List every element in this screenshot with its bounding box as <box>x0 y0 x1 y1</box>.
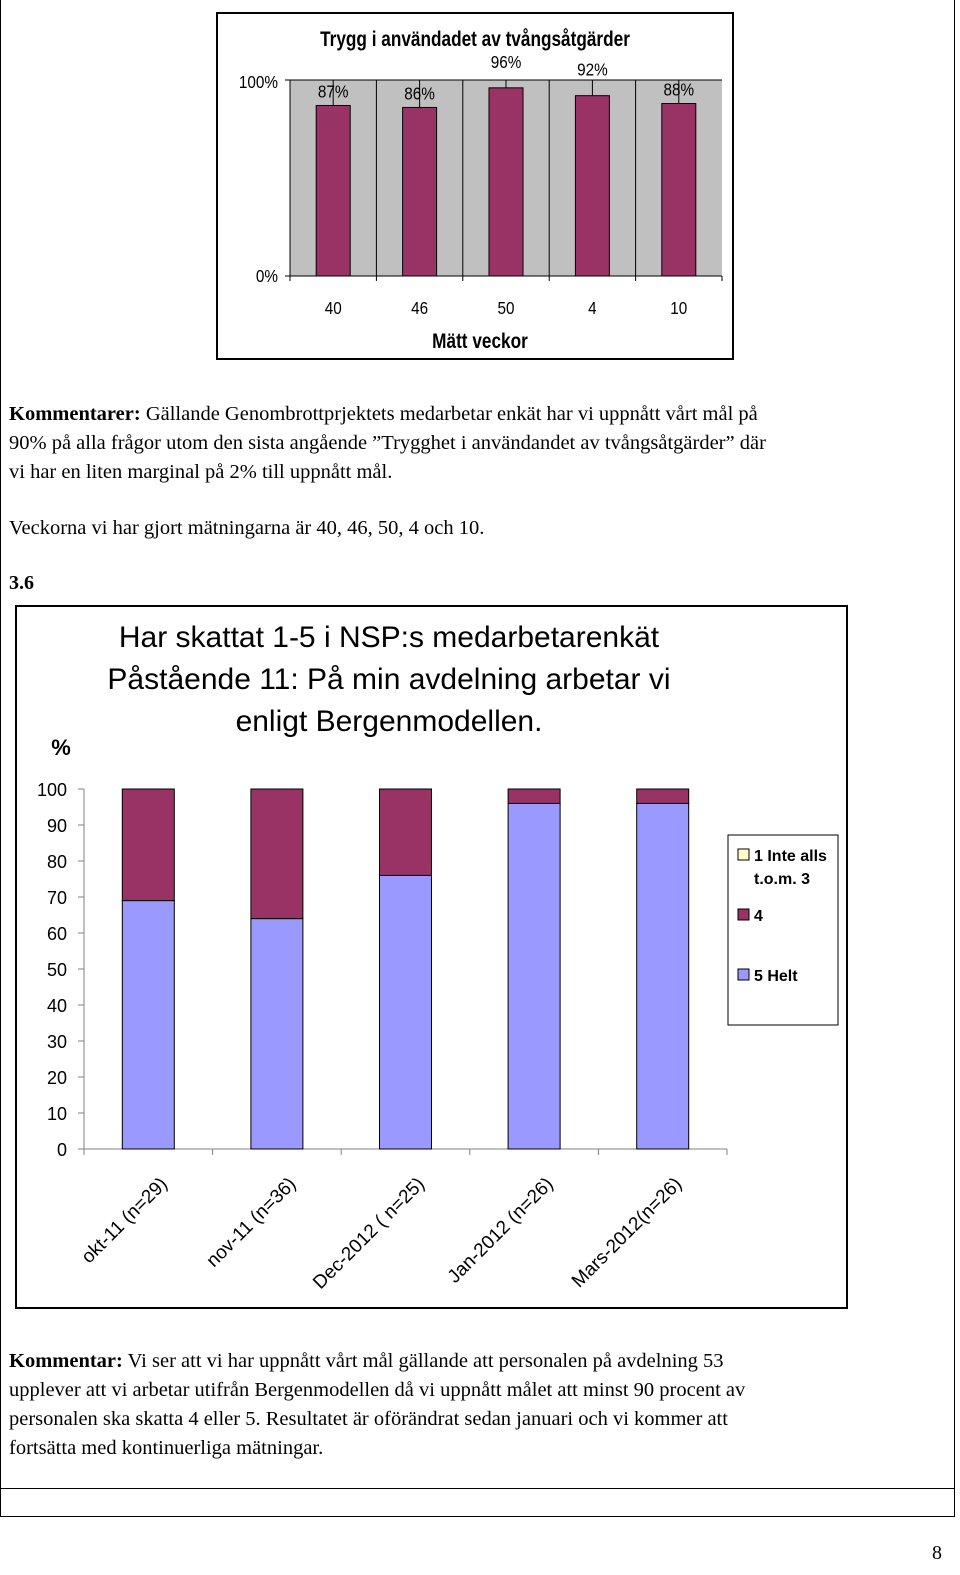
chart-2-bar-segment <box>122 901 174 1149</box>
chart-1-title: Trygg i användadet av tvångsåtgärder <box>320 28 630 52</box>
chart-2-y-tick-label: 100 <box>36 780 67 800</box>
chart-2-legend-label: t.o.m. 3 <box>754 871 811 888</box>
chart-1-x-tick-label: 46 <box>411 297 429 319</box>
chart-1-ytick-bottom: 0% <box>255 265 278 287</box>
chart-1-bar <box>489 88 523 276</box>
chart-2-legend-label: 4 <box>754 908 763 925</box>
page-frame-bottom <box>0 1488 955 1517</box>
chart-1-frame <box>216 12 734 360</box>
chart-1-bar <box>403 107 437 276</box>
chart-2-bar-segment <box>637 789 689 803</box>
chart-2-y-tick-label: 70 <box>46 888 67 908</box>
comment-1-line-1: Gällande Genombrottprjektets medarbetar enkät har vi uppnått vårt mål på <box>140 403 758 425</box>
chart-2-legend-swatch <box>738 969 749 980</box>
chart-1-bar <box>575 96 609 276</box>
chart-1-x-tick-label: 4 <box>588 297 597 319</box>
comment-1 <box>9 400 766 487</box>
chart-1-data-label: 96% <box>490 51 522 73</box>
chart-2-y-tick-label: 10 <box>46 1104 67 1124</box>
chart-2-y-tick-label: 60 <box>46 924 67 944</box>
chart-1-data-label: 87% <box>317 81 349 102</box>
chart-2-bar-segment <box>508 803 560 1149</box>
chart-2-legend-label: 1 Inte alls <box>754 848 827 865</box>
chart-2-title-line-3: enligt Bergenmodellen. <box>235 705 543 738</box>
chart-1-x-tick-label: 10 <box>670 297 688 319</box>
comment-2-line-4: fortsätta med kontinuerliga mätningar. <box>9 1437 324 1459</box>
chart-2-x-tick-label: Jan-2012 (n=26) <box>443 1173 558 1288</box>
chart-2-y-tick-label: 80 <box>46 852 67 872</box>
chart-2-ylabel: % <box>51 735 71 760</box>
chart-2-x-tick-label: Dec-2012 ( n=25) <box>309 1173 430 1294</box>
chart-2-bar-segment <box>251 919 303 1149</box>
chart-1-ytick-top: 100% <box>238 71 278 93</box>
comment-1-label: Kommentarer: <box>9 403 141 425</box>
chart-1-x-tick-label: 40 <box>324 297 342 319</box>
chart-1-bar <box>316 105 350 276</box>
comment-2-line-3: personalen ska skatta 4 eller 5. Resultatet är oförändrat sedan januari och vi kommer att <box>9 1408 728 1430</box>
weeks-text: Veckorna vi har gjort mätningarna är 40, 46, 50, 4 och 10. <box>9 517 485 539</box>
chart-2-legend-label: 5 Helt <box>754 968 798 985</box>
chart-1-data-label: 86% <box>404 83 435 104</box>
chart-2-y-tick-label: 0 <box>56 1140 67 1160</box>
chart-2-bar-segment <box>508 789 560 803</box>
comment-2-label: Kommentar: <box>9 1350 123 1372</box>
chart-2-y-tick-label: 30 <box>46 1032 67 1052</box>
chart-2 <box>17 607 846 1307</box>
chart-2-title-line-2: Påstående 11: På min avdelning arbetar vi <box>107 663 671 696</box>
chart-2-legend-swatch <box>738 909 749 920</box>
comment-1-line-2: 90% på alla frågor utom den sista angående ”Trygghet i användandet av tvångsåtgärder” där <box>9 432 766 454</box>
comment-2-line-2: upplever att vi arbetar utifrån Bergenmodellen då vi uppnått målet att minst 90 procent av <box>9 1379 746 1401</box>
chart-2-y-tick-label: 20 <box>46 1068 67 1088</box>
page-number: 8 <box>932 1542 942 1564</box>
chart-1-xlabel: Mätt veckor <box>432 330 528 354</box>
chart-2-x-tick-label: Mars-2012(n=26) <box>567 1173 687 1292</box>
chart-2-bar-segment <box>251 789 303 919</box>
chart-1-bar <box>662 104 696 276</box>
chart-1-data-label: 88% <box>663 79 695 100</box>
chart-1-data-label: 92% <box>577 59 608 80</box>
chart-2-x-tick-label: nov-11 (n=36) <box>202 1173 301 1272</box>
chart-2-x-tick-label: okt-11 (n=29) <box>77 1173 172 1268</box>
chart-2-y-tick-label: 50 <box>46 960 67 980</box>
comment-2-line-1: Vi ser att vi har uppnått vårt mål gällande att personalen på avdelning 53 <box>122 1350 724 1372</box>
chart-2-bar-segment <box>637 803 689 1149</box>
comment-2 <box>9 1347 745 1463</box>
chart-2-bar-segment <box>380 875 432 1149</box>
chart-2-y-tick-label: 40 <box>46 996 67 1016</box>
chart-1-x-tick-label: 50 <box>497 297 515 319</box>
chart-2-frame <box>15 605 848 1309</box>
chart-2-y-tick-label: 90 <box>46 816 67 836</box>
chart-1 <box>218 14 732 358</box>
chart-2-title-line-1: Har skattat 1-5 i NSP:s medarbetarenkät <box>118 621 660 654</box>
chart-2-bar-segment <box>122 789 174 901</box>
section-number: 3.6 <box>9 572 34 594</box>
chart-2-bar-segment <box>380 789 432 875</box>
chart-2-legend-swatch <box>738 849 749 860</box>
comment-1-line-3: vi har en liten marginal på 2% till uppnått mål. <box>9 461 393 483</box>
